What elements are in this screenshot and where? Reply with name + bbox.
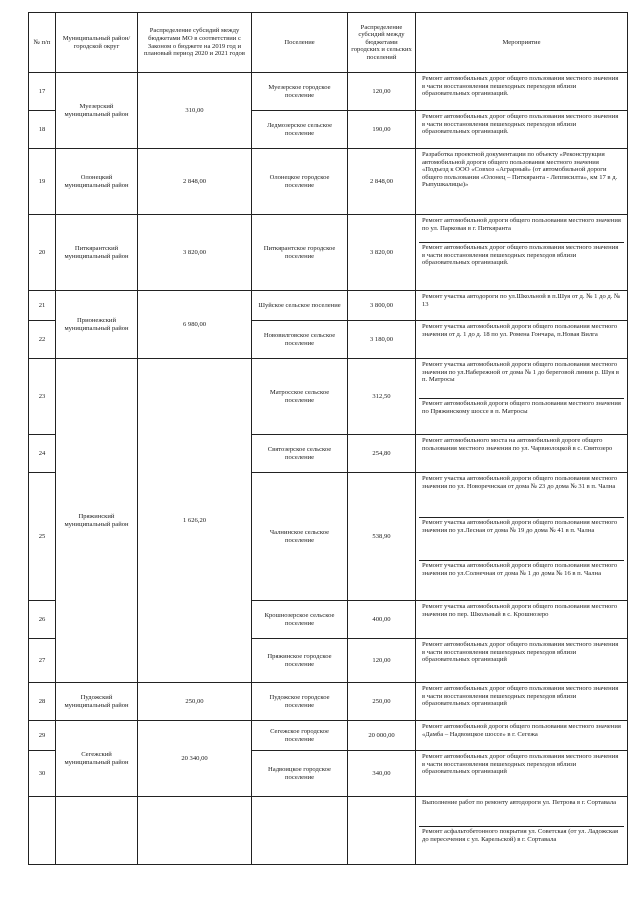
row-number: 30	[29, 751, 56, 797]
amount-cell: 3 820,00	[348, 215, 416, 291]
activity-item: Ремонт автомобильных дорог общего пользования местного значения в части восстановления пешеходных переходов вблизи образовательных организаций	[422, 685, 619, 708]
settlement-cell	[252, 797, 348, 865]
settlement-cell: Питкярантское городское поселение	[252, 215, 348, 291]
activity-item: Ремонт автомобильных дорог общего пользования местного значения в части восстановления пешеходных переходов вблизи образовательных организаций.	[422, 75, 619, 98]
settlement-cell: Надвоицкое городское поселение	[252, 751, 348, 797]
row-number: 26	[29, 601, 56, 639]
table-row	[29, 721, 628, 751]
activity-item: Ремонт автомобильных дорог общего пользования местного значения в части восстановления пешеходных переходов вблизи образовательных организаций	[422, 641, 619, 664]
table-row	[29, 683, 628, 721]
row-number: 23	[29, 359, 56, 435]
header-settlement: Поселение	[252, 13, 348, 73]
amount-cell: 2 848,00	[348, 149, 416, 215]
activity-item: Ремонт участка автомобильной дороги общего пользования местного значения по ул.Лесная от дома № 19 до дома № 41 в п. Чална	[419, 517, 624, 560]
district-cell: Питкярантский муниципальный район	[56, 215, 138, 291]
settlement-cell: Нововилговское сельское поселение	[252, 321, 348, 359]
amount-cell: 340,00	[348, 751, 416, 797]
activity-cell	[416, 215, 628, 291]
subsidy-cell: 6 980,00	[138, 291, 252, 359]
activity-cell	[416, 321, 628, 359]
subsidy-cell	[138, 797, 252, 865]
amount-cell: 120,00	[348, 639, 416, 683]
activity-item: Ремонт участка автодороги по ул.Школьной в п.Шуя от д. № 1 до д. № 13	[422, 293, 621, 308]
header-settlement-amount: Распределение субсидий между бюджетами городских и сельских поселений	[348, 13, 416, 73]
subsidy-cell: 2 848,00	[138, 149, 252, 215]
activity-cell	[416, 797, 628, 865]
settlement-cell: Святозерское сельское поселение	[252, 435, 348, 473]
settlement-cell: Олонецкое городское поселение	[252, 149, 348, 215]
row-number: 28	[29, 683, 56, 721]
table-row	[29, 149, 628, 215]
row-number: 17	[29, 73, 56, 111]
row-number: 27	[29, 639, 56, 683]
activity-item: Выполнение работ по ремонту автодороги ул. Петрова в г. Сортавала	[422, 799, 617, 806]
activity-item: Ремонт автомобильной дороги общего пользования местного значения по ул. Парковая в г. Питкяранта	[422, 217, 621, 232]
header-activity: Мероприятие	[416, 13, 628, 73]
settlement-cell: Ледмозерское сельское поселение	[252, 111, 348, 149]
district-cell: Пряжинский муниципальный район	[56, 359, 138, 683]
row-number	[29, 797, 56, 865]
district-cell: Олонецкий муниципальный район	[56, 149, 138, 215]
amount-cell: 20 000,00	[348, 721, 416, 751]
activity-cell	[416, 601, 628, 639]
subsidy-cell: 3 820,00	[138, 215, 252, 291]
activity-cell	[416, 473, 628, 601]
activity-item: Ремонт участка автомобильной дороги общего пользования местного значения по ул. Новоречнская от дома № 23 до дома № 31 в п. Чална	[422, 475, 618, 490]
activity-cell	[416, 683, 628, 721]
amount-cell: 538,90	[348, 473, 416, 601]
row-number: 18	[29, 111, 56, 149]
settlement-cell: Пудожское городское поселение	[252, 683, 348, 721]
activity-item: Ремонт участка автомобильной дороги общего пользования местного значения по ул.Солнечная от дома № 1 до дома № 16 в п. Чална	[419, 560, 624, 578]
activity-cell	[416, 359, 628, 435]
activity-cell	[416, 291, 628, 321]
district-cell	[56, 797, 138, 865]
amount-cell	[348, 797, 416, 865]
amount-cell: 254,80	[348, 435, 416, 473]
amount-cell: 3 180,00	[348, 321, 416, 359]
amount-cell: 250,00	[348, 683, 416, 721]
district-cell: Прионежский муниципальный район	[56, 291, 138, 359]
activity-item: Разработка проектной документации по объекту «Реконструкция автомобильной дороги общего пользования местного значения «Подъезд к ООО «Совхоз «Аграрный» (от автомобильной дороги общего пользования «Олонец – Питкяранта - Леппясилта», км 17 в д. Рыпушкалицы)»	[422, 151, 618, 189]
activity-item: Ремонт участка автомобильной дороги общего пользования местного значения от д. 1 до д. 18 по ул. Ромена Гончара, п.Новая Вилга	[422, 323, 618, 338]
activity-cell	[416, 721, 628, 751]
subsidy-cell: 20 340,00	[138, 721, 252, 797]
settlement-cell: Матросское сельское поселение	[252, 359, 348, 435]
amount-cell: 120,00	[348, 73, 416, 111]
activity-cell	[416, 111, 628, 149]
activity-item: Ремонт автомобильного моста на автомобильной дороге общего пользования местного значения по ул. Чарвиолоцкой в с. Святозеро	[422, 437, 613, 452]
settlement-cell: Муезерское городское поселение	[252, 73, 348, 111]
activity-cell	[416, 149, 628, 215]
settlement-cell: Пряжинское городское поселение	[252, 639, 348, 683]
table-row	[29, 797, 628, 865]
amount-cell: 3 800,00	[348, 291, 416, 321]
header-num: № п/п	[29, 13, 56, 73]
activity-item: Ремонт автомобильной дороги общего пользования местного значения по Пряжинскому шоссе в п. Матросы	[419, 398, 624, 416]
activity-item: Ремонт участка автомобильной дороги общего пользования местного значения по ул.Набережной от дома № 1 до береговой линии р. Шуя в п. Матросы	[422, 361, 620, 384]
table-row	[29, 215, 628, 291]
district-cell: Сегежский муниципальный район	[56, 721, 138, 797]
subsidy-table	[28, 12, 628, 865]
activity-item: Ремонт автомобильных дорог общего пользования местного значения в части восстановления пешеходных переходов вблизи образовательных организаций.	[419, 242, 624, 268]
row-number: 29	[29, 721, 56, 751]
header-district: Муниципальный район/городской округ	[56, 13, 138, 73]
district-cell: Муезерский муниципальный район	[56, 73, 138, 149]
activity-item: Ремонт автомобильной дороги общего пользования местного значения «Дамба – Надвоицкое шоссе» в г. Сегежа	[422, 723, 621, 738]
amount-cell: 190,00	[348, 111, 416, 149]
subsidy-cell: 310,00	[138, 73, 252, 149]
table-row	[29, 291, 628, 321]
subsidy-cell: 1 626,20	[138, 359, 252, 683]
row-number: 25	[29, 473, 56, 601]
header-subsidy: Распределение субсидий между бюджетами МО в соответствии с Законом о бюджете на 2019 год и плановый период 2020 и 2021 годов	[138, 13, 252, 73]
activity-item: Ремонт асфальтобетонного покрытия ул. Советская (от ул. Ладожская до пересечения с ул. Карельской) в г. Сортавала	[419, 826, 624, 844]
subsidy-cell: 250,00	[138, 683, 252, 721]
row-number: 20	[29, 215, 56, 291]
header-row	[29, 13, 628, 73]
row-number: 22	[29, 321, 56, 359]
activity-item: Ремонт участка автомобильной дороги общего пользования местного значения по пер. Школьный в с. Крошнозеро	[422, 603, 618, 618]
activity-item: Ремонт автомобильных дорог общего пользования местного значения в части восстановления пешеходных переходов вблизи образовательных организаций	[422, 753, 619, 776]
activity-item: Ремонт автомобильных дорог общего пользования местного значения в части восстановления пешеходных переходов вблизи образовательных организаций.	[422, 113, 619, 136]
settlement-cell: Шуйское сельское поселение	[252, 291, 348, 321]
settlement-cell: Крошнозерское сельское поселение	[252, 601, 348, 639]
table-row	[29, 73, 628, 111]
settlement-cell: Сегежское городское поселение	[252, 721, 348, 751]
activity-cell	[416, 751, 628, 797]
table-row	[29, 359, 628, 435]
activity-cell	[416, 639, 628, 683]
activity-cell	[416, 73, 628, 111]
activity-cell	[416, 435, 628, 473]
settlement-cell: Чалнинское сельское поселение	[252, 473, 348, 601]
row-number: 21	[29, 291, 56, 321]
amount-cell: 400,00	[348, 601, 416, 639]
row-number: 19	[29, 149, 56, 215]
row-number: 24	[29, 435, 56, 473]
amount-cell: 312,50	[348, 359, 416, 435]
district-cell: Пудожский муниципальный район	[56, 683, 138, 721]
